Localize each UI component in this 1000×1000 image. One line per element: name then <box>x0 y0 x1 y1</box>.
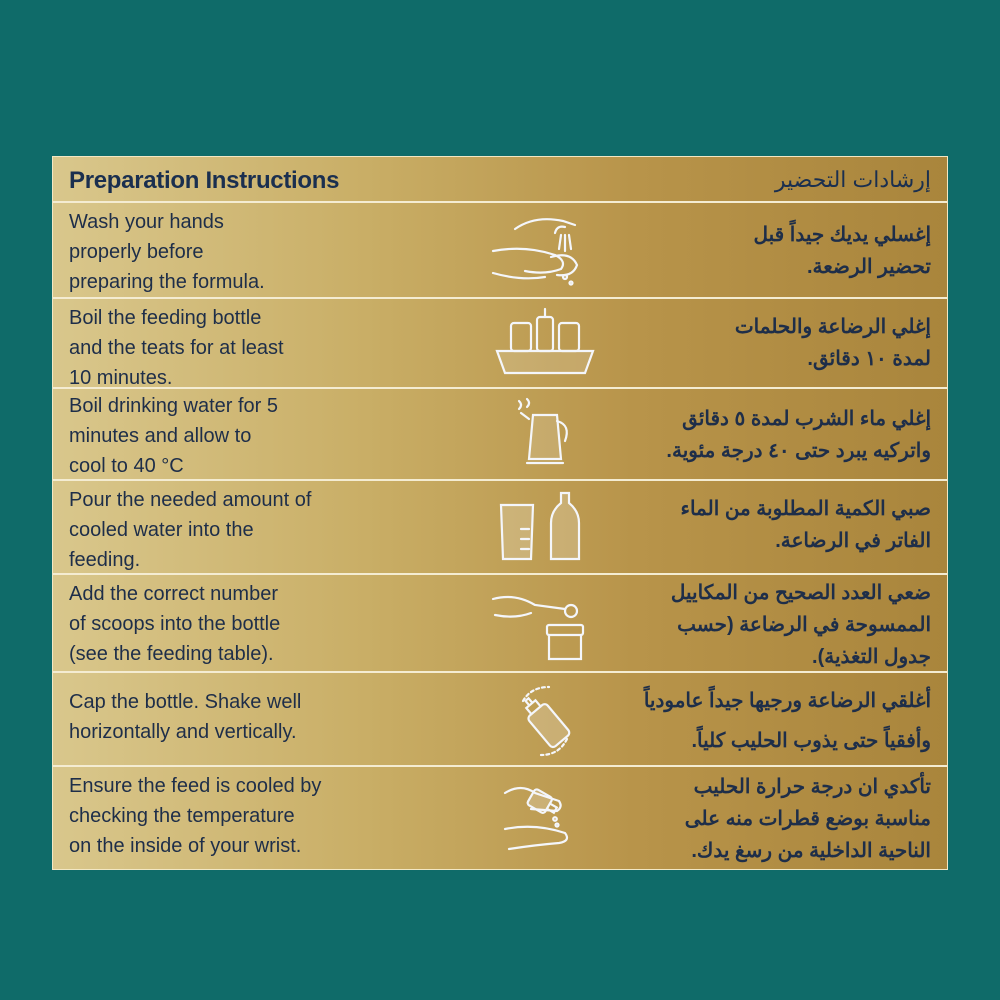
hand-washing-icon <box>485 211 605 291</box>
step-row-6 <box>53 673 947 767</box>
step-3-arabic: إغلي ماء الشرب لمدة ٥ دقائق واتركيه يبرد حتى ٤٠ درجة مئوية. <box>666 408 931 462</box>
wrist-test-icon <box>485 779 605 859</box>
scoop-icon <box>485 585 605 665</box>
shake-bottle-icon <box>485 681 605 761</box>
step-row-5 <box>53 575 947 673</box>
step-1-english: Wash your hands properly before preparing the formula. <box>69 211 265 293</box>
step-6-english: Cap the bottle. Shake well horizontally and vertically. <box>69 691 302 743</box>
step-2-english: Boil the feeding bottle and the teats for at least 10 minutes. <box>69 307 284 389</box>
step-7-english: Ensure the feed is cooled by checking the temperature on the inside of your wrist. <box>69 775 322 857</box>
title-arabic: إرشادات التحضير <box>774 167 931 192</box>
preparation-instructions-panel <box>52 156 948 870</box>
step-row-1 <box>53 203 947 299</box>
step-4-english: Pour the needed amount of cooled water into the feeding. <box>69 489 312 571</box>
sterilizer-icon <box>485 305 605 385</box>
title-english: Preparation Instructions <box>69 167 340 194</box>
panel-header <box>53 157 947 203</box>
step-3-english: Boil drinking water for 5 minutes and allow to cool to 40 °C <box>69 395 278 477</box>
step-5-arabic: ضعي العدد الصحيح من المكاييل الممسوحة في الرضاعة (حسب جدول التغذية). <box>670 582 931 668</box>
step-7-arabic: تأكدي ان درجة حرارة الحليب مناسبة بوضع قطرات منه على الناحية الداخلية من رسغ يدك. <box>684 776 931 862</box>
step-row-3 <box>53 389 947 481</box>
step-2-arabic: إغلي الرضاعة والحلمات لمدة ١٠ دقائق. <box>734 316 931 370</box>
step-row-7 <box>53 767 947 871</box>
step-4-arabic: صبي الكمية المطلوبة من الماء الفاتر في الرضاعة. <box>680 498 931 552</box>
step-5-english: Add the correct number of scoops into the bottle (see the feeding table). <box>69 583 281 665</box>
kettle-icon <box>485 395 605 475</box>
step-6-arabic: أغلقي الرضاعة ورجيها جيداً عامودياً وأفقياً حتى يذوب الحليب كلياً. <box>643 690 931 752</box>
step-row-4 <box>53 481 947 575</box>
step-1-arabic: إغسلي يديك جيداً قبل تحضير الرضعة. <box>753 224 931 278</box>
pouring-water-icon <box>485 489 605 569</box>
step-row-2 <box>53 299 947 389</box>
